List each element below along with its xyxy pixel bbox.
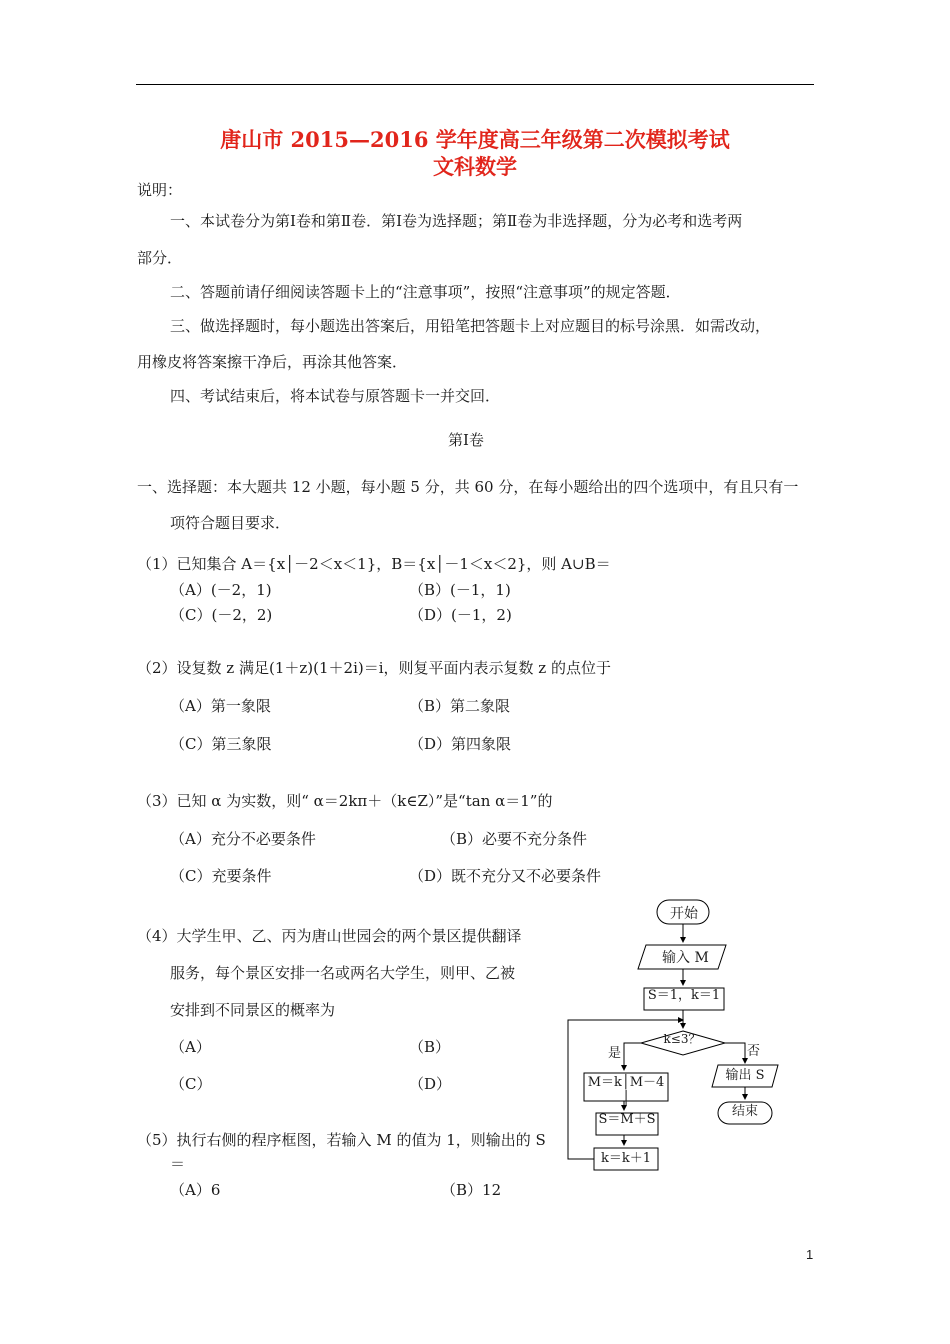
instruction-3-line2: 用橡皮将答案擦干净后，再涂其他答案． [137,353,408,371]
exam-subtitle: 文科数学 [433,154,517,179]
question-1-option-c: （C）(－2，2) [170,606,273,624]
flowchart-step2-label: S＝M＋S [598,1112,656,1127]
question-1-stem: （1）已知集合 A＝{x│－2＜x＜1}，B＝{x│－1＜x＜2}，则 A∪B＝ [137,555,611,573]
part-heading-line2: 项符合题目要求． [170,514,291,532]
question-4-option-b: （B） [409,1038,451,1056]
question-4-option-c: （C） [170,1075,212,1093]
instructions-heading: 说明： [137,181,183,199]
part-heading-line1: 一、选择题：本大题共 12 小题，每小题 5 分，共 60 分，在每小题给出的四个选项中，有且只有一 [137,478,799,496]
flowchart-step1-label: M＝k│M－4│ [587,1075,665,1106]
question-4-option-a: （A） [170,1038,211,1056]
header-rule [136,84,814,85]
flowchart-start-label: 开始 [670,906,698,922]
question-2-stem: （2）设复数 z 满足(1＋z)(1＋2i)＝i，则复平面内表示复数 z 的点位于 [137,659,611,677]
question-4-option-d: （D） [409,1075,452,1093]
instruction-1-line1: 一、本试卷分为第Ⅰ卷和第Ⅱ卷．第Ⅰ卷为选择题；第Ⅱ卷为非选择题，分为必考和选考两 [170,212,743,230]
instruction-3-line1: 三、做选择题时，每小题选出答案后，用铅笔把答题卡上对应题目的标号涂黑．如需改动， [170,317,771,335]
instruction-2: 二、答题前请仔细阅读答题卡上的“注意事项”，按照“注意事项”的规定答题． [170,283,681,301]
question-1-option-a: （A）(－2，1) [170,581,272,599]
question-3-option-b: （B）必要不充分条件 [441,830,588,848]
question-5-stem-line1: （5）执行右侧的程序框图，若输入 M 的值为 1，则输出的 S [137,1131,546,1149]
question-2-option-a: （A）第一象限 [170,697,271,715]
question-3-option-c: （C）充要条件 [170,867,272,885]
question-4-stem-line2: 服务，每个景区安排一名或两名大学生，则甲、乙被 [170,964,516,982]
flowchart-end-label: 结束 [731,1104,758,1119]
flowchart-init-label: S＝1，k＝1 [647,988,721,1003]
question-3-stem: （3）已知 α 为实数，则“ α＝2kπ＋（k∈Z）”是“tan α＝1”的 [137,792,553,810]
instruction-1-line2: 部分． [137,249,183,267]
question-5-stem-line2: ＝ [170,1155,186,1173]
question-5-option-b: （B）12 [441,1181,502,1199]
flowchart-output-label: 输出 S [725,1068,765,1083]
question-3-option-a: （A）充分不必要条件 [170,830,316,848]
question-4-stem-line3: 安排到不同景区的概率为 [170,1001,336,1019]
question-3-option-d: （D）既不充分又不必要条件 [409,867,602,885]
question-5-option-a: （A）6 [170,1181,221,1199]
instruction-4: 四、考试结束后，将本试卷与原答题卡一并交回． [170,387,501,405]
flowchart-condition-label: k≤3？ [663,1032,701,1046]
question-4-stem-line1: （4）大学生甲、乙、丙为唐山世园会的两个景区提供翻译 [137,927,522,945]
page-number: 1 [806,1247,814,1262]
question-1-option-b: （B）(－1，1) [409,581,511,599]
question-2-option-b: （B）第二象限 [409,697,511,715]
flowchart-step3-label: k＝k＋1 [600,1151,652,1166]
volume-heading: 第Ⅰ卷 [448,431,484,449]
question-2-option-c: （C）第三象限 [170,735,272,753]
flowchart-input-label: 输入 M [662,950,709,966]
question-1-option-d: （D）(－1，2) [409,606,512,624]
flowchart-yes-label: 是 [608,1046,622,1061]
question-2-option-d: （D）第四象限 [409,735,512,753]
exam-title: 唐山市 2015—2016 学年度高三年级第二次模拟考试 [220,127,730,152]
flowchart-no-label: 否 [747,1044,761,1059]
